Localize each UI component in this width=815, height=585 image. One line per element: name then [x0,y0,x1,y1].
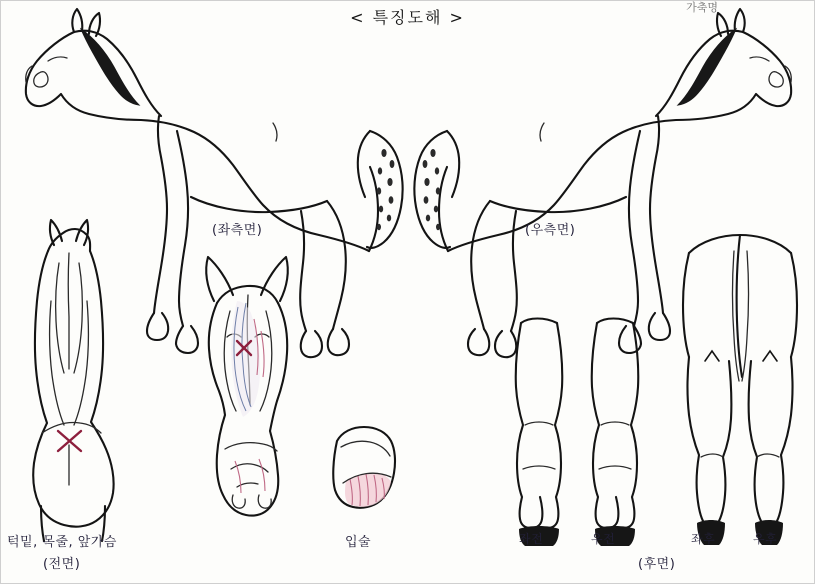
right-side-horse-figure [414,9,791,357]
horse-characteristics-illustration [1,1,815,585]
label-left-side-view: (좌측면) [212,223,263,238]
left-hind-chevron [705,351,719,361]
label-right-fore: 우전 [591,532,616,546]
label-left-hind: 좌후 [691,532,716,546]
corner-mark-text: 가축명 [686,1,718,14]
head-front-view-figure [206,257,288,516]
label-right-side-view: (우측면) [525,223,576,238]
label-lip: 입술 [345,535,372,550]
label-rear-view: (후면) [638,557,676,572]
lip-detail-figure [333,427,395,508]
label-left-fore: 좌전 [519,532,544,546]
label-front-view: (전면) [43,557,81,572]
front-legs-figure [516,319,639,547]
label-front-view-parts: 턱밑, 목줄, 앞가슴 [7,535,117,550]
hind-legs-figure [683,235,797,545]
label-right-hind: 우후 [753,532,778,546]
front-view-horse-figure [33,220,113,541]
page-title: < 특징도해 > [350,8,465,27]
right-hind-chevron [763,351,777,361]
